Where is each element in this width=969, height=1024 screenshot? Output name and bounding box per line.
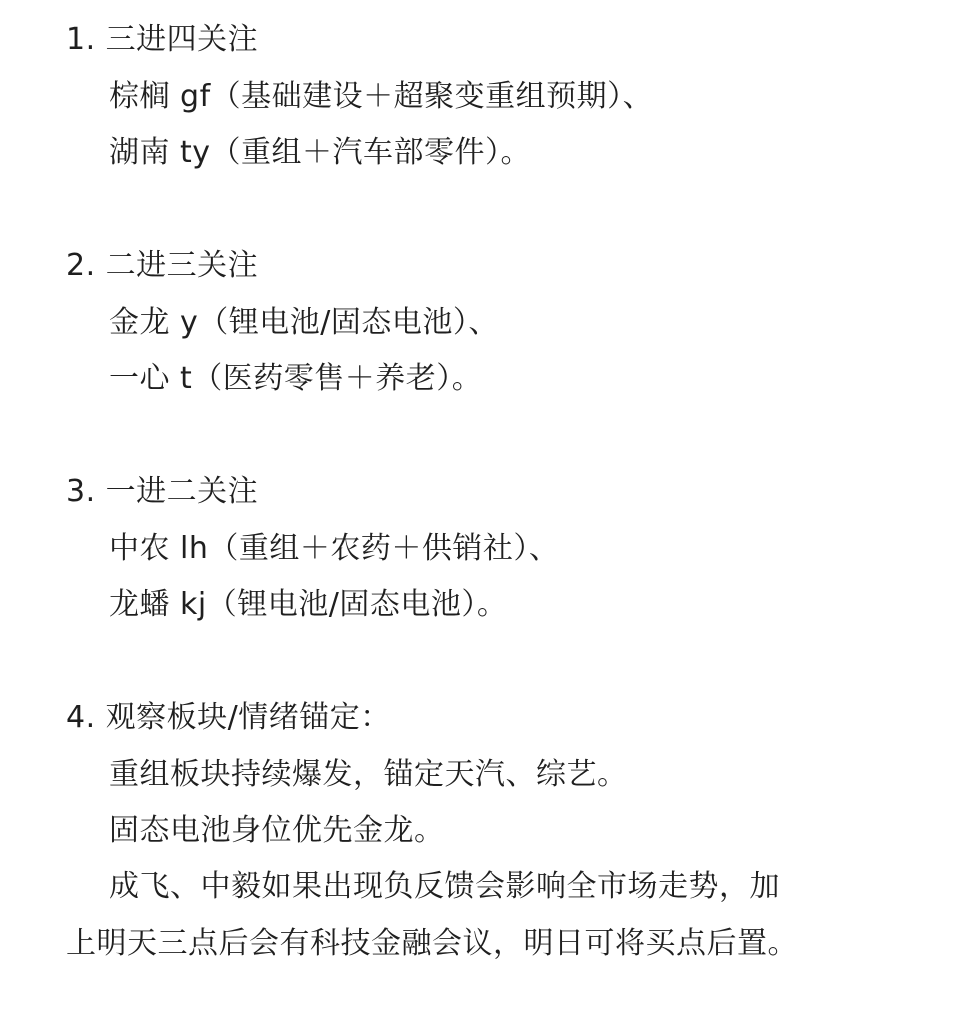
section-2-line-2: 一心 t（医药零售＋养老）。 xyxy=(109,361,483,396)
section-4-line-1: 重组板块持续爆发，锚定天汽、综艺。 xyxy=(109,757,628,792)
section-3-line-1: 中农 lh（重组＋农药＋供销社）、 xyxy=(109,531,560,566)
section-3-line-2: 龙蟠 kj（锂电池/固态电池）。 xyxy=(109,587,508,622)
section-1-heading: 1. 三进四关注 xyxy=(66,22,259,57)
section-4-line-4: 上明天三点后会有科技金融会议，明日可将买点后置。 xyxy=(66,926,798,961)
section-1-line-1: 棕榈 gf（基础建设＋超聚变重组预期）、 xyxy=(109,79,654,114)
section-2-line-1: 金龙 y（锂电池/固态电池）、 xyxy=(109,305,499,340)
section-4-line-2: 固态电池身位优先金龙。 xyxy=(109,813,445,848)
section-4-line-3: 成飞、中毅如果出现负反馈会影响全市场走势，加 xyxy=(109,869,780,904)
section-1-line-2: 湖南 ty（重组＋汽车部零件）。 xyxy=(109,135,532,170)
section-2-heading: 2. 二进三关注 xyxy=(66,248,259,283)
section-3-heading: 3. 一进二关注 xyxy=(66,474,259,509)
section-4-heading: 4. 观察板块/情绪锚定： xyxy=(66,700,391,735)
